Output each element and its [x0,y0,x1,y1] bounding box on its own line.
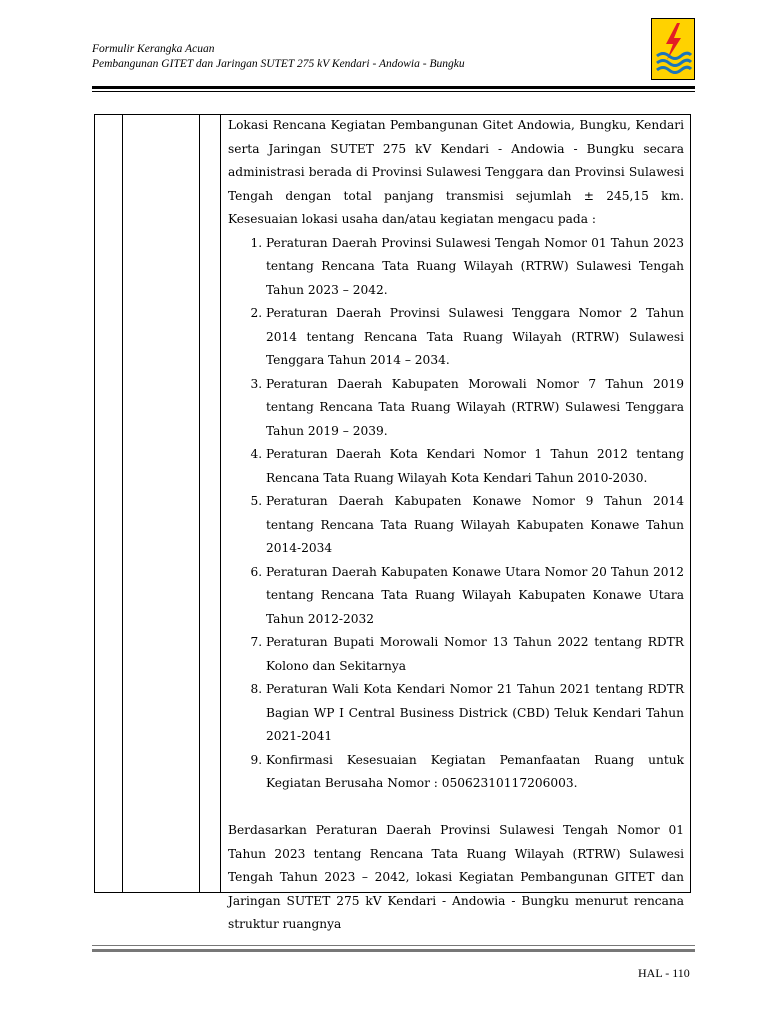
header-rule-thin [92,91,695,92]
list-item: 2. Peraturan Daerah Provinsi Sulawesi Tenggara Nomor 2 Tahun 2014 tentang Rencana Tata Ruang Wilayah (RTRW) Sulawesi Tenggara Tahun 2014 – 2034. [266,302,684,373]
footer-rule-thin [92,945,695,946]
regulation-list [228,232,684,796]
header-rule-thick [92,86,695,89]
page-number: HAL - 110 [638,966,690,980]
document-header [92,42,465,72]
list-item: 4. Peraturan Daerah Kota Kendari Nomor 1 Tahun 2012 tentang Rencana Tata Ruang Wilayah Kota Kendari Tahun 2010-2030. [266,443,684,490]
list-item: 6. Peraturan Daerah Kabupaten Konawe Utara Nomor 20 Tahun 2012 tentang Rencana Tata Ruang Wilayah Kabupaten Konawe Utara Tahun 2012-2032 [266,561,684,632]
intro-paragraph: Lokasi Rencana Kegiatan Pembangunan Gitet Andowia, Bungku, Kendari serta Jaringan SUTET 275 kV Kendari - Andowia - Bungku secara administrasi berada di Provinsi Sulawesi Tenggara dan Provinsi Sulawesi Tengah dengan total panjang transmisi sejumlah ± 245,15 km. Kesesuaian lokasi usaha dan/atau kegiatan mengacu pada : [228,118,684,226]
footer-rule-thick [92,949,695,952]
table-column-divider [122,115,123,892]
list-item: 9. Konfirmasi Kesesuaian Kegiatan Pemanfaatan Ruang untuk Kegiatan Berusaha Nomor : 05062310117206003. [266,749,684,796]
header-project-title: Pembangunan GITET dan Jaringan SUTET 275 kV Kendari - Andowia - Bungku [92,58,465,70]
list-item: 5. Peraturan Daerah Kabupaten Konawe Nomor 9 Tahun 2014 tentang Rencana Tata Ruang Wilayah Kabupaten Konawe Tahun 2014-2034 [266,490,684,561]
header-form-title: Formulir Kerangka Acuan [92,43,215,55]
list-item: 1. Peraturan Daerah Provinsi Sulawesi Tengah Nomor 01 Tahun 2023 tentang Rencana Tata Ruang Wilayah (RTRW) Sulawesi Tengah Tahun 2023 – 2042. [266,232,684,303]
table-column-divider [199,115,200,892]
pln-logo-icon [651,18,695,80]
closing-paragraph: Berdasarkan Peraturan Daerah Provinsi Sulawesi Tengah Nomor 01 Tahun 2023 tentang Rencana Tata Ruang Wilayah (RTRW) Sulawesi Tengah Tahun 2023 – 2042, lokasi Kegiatan Pembangunan GITET dan Jaringan SUTET 275 kV Kendari - Andowia - Bungku menurut rencana struktur ruangnya [228,823,684,931]
list-item: 8. Peraturan Wali Kota Kendari Nomor 21 Tahun 2021 tentang RDTR Bagian WP I Central Business Districk (CBD) Teluk Kendari Tahun 2021-2041 [266,678,684,749]
table-column-divider [220,115,221,892]
list-item: 3. Peraturan Daerah Kabupaten Morowali Nomor 7 Tahun 2019 tentang Rencana Tata Ruang Wilayah (RTRW) Sulawesi Tenggara Tahun 2019 – 2039. [266,373,684,444]
list-item: 7. Peraturan Bupati Morowali Nomor 13 Tahun 2022 tentang RDTR Kolono dan Sekitarnya [266,631,684,678]
table-cell-description [228,114,684,937]
